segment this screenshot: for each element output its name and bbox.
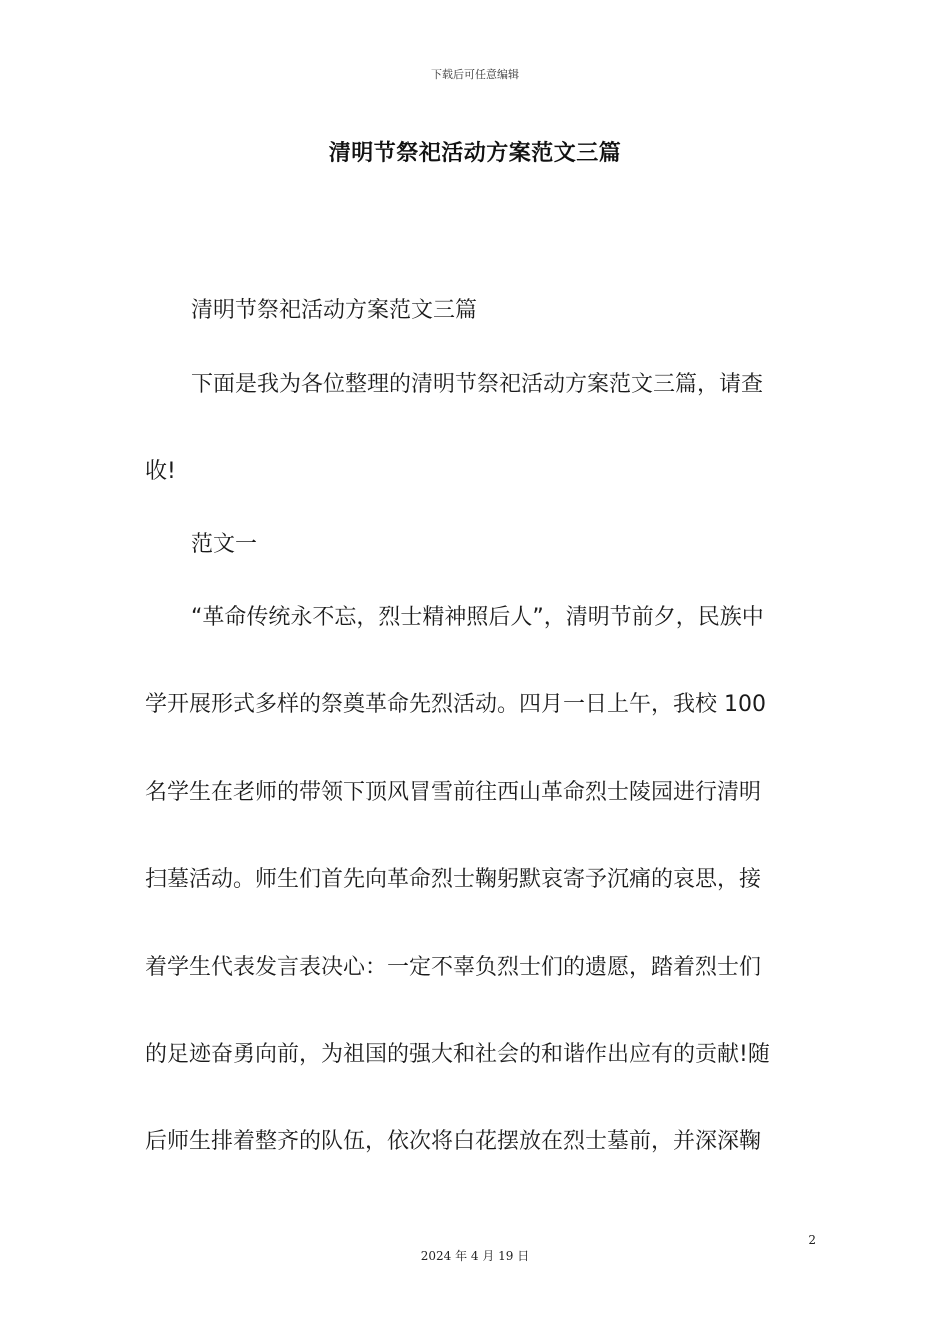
body-paragraph-line: 的足迹奋勇向前，为祖国的强大和社会的和谐作出应有的贡献!随 bbox=[145, 1042, 770, 1067]
body-paragraph-line: 学开展形式多样的祭奠革命先烈活动。四月一日上午，我校 100 bbox=[145, 692, 766, 717]
page-number: 2 bbox=[808, 1233, 816, 1247]
body-paragraph-line: 后师生排着整齐的队伍，依次将白花摆放在烈士墓前，并深深鞠 bbox=[145, 1129, 762, 1154]
intro-paragraph-line: 下面是我为各位整理的清明节祭祀活动方案范文三篇，请查 bbox=[191, 372, 764, 397]
body-paragraph-line: 着学生代表发言表决心：一定不辜负烈士们的遗愿，踏着烈士们 bbox=[145, 955, 762, 980]
header-note: 下载后可任意编辑 bbox=[431, 68, 519, 81]
section-heading: 范文一 bbox=[191, 532, 258, 557]
document-title: 清明节祭祀活动方案范文三篇 bbox=[328, 141, 622, 166]
body-paragraph-line: “革命传统永不忘，烈士精神照后人”，清明节前夕，民族中 bbox=[191, 605, 764, 630]
footer-date: 2024 年 4 月 19 日 bbox=[420, 1249, 530, 1263]
intro-paragraph-line: 收! bbox=[145, 459, 176, 484]
paragraph-heading: 清明节祭祀活动方案范文三篇 bbox=[191, 298, 478, 323]
body-paragraph-line: 名学生在老师的带领下顶风冒雪前往西山革命烈士陵园进行清明 bbox=[145, 780, 762, 805]
body-paragraph-line: 扫墓活动。师生们首先向革命烈士鞠躬默哀寄予沉痛的哀思，接 bbox=[145, 867, 762, 892]
